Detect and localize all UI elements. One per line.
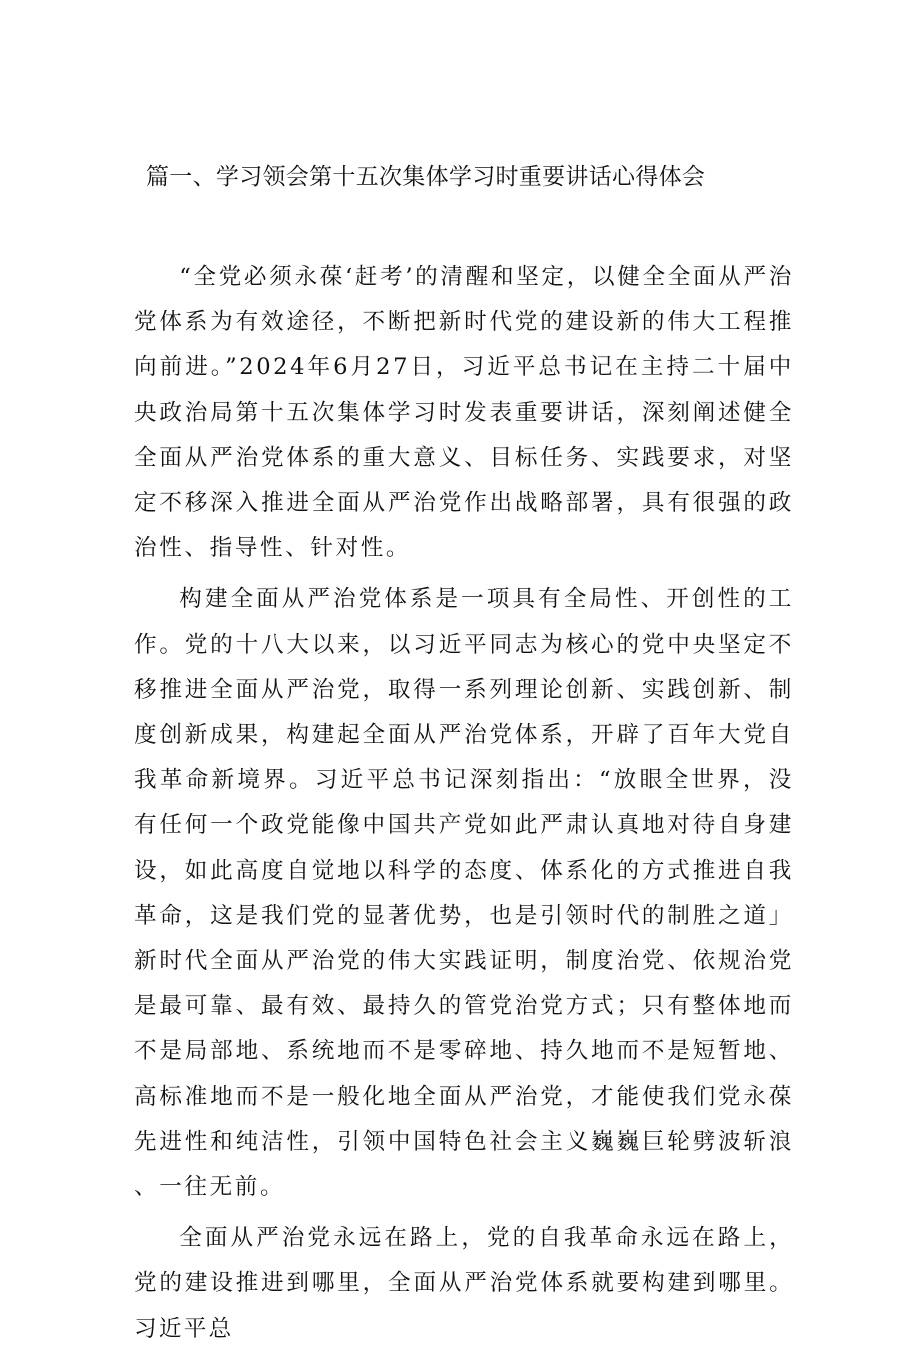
- paragraph-1: “全党必须永葆‘赶考’的清醒和坚定，以健全全面从严治党体系为有效途径，不断把新时代党的建设新的伟大工程推向前进。”2024年6月27日，习近平总书记在主持二十届中央政治局第十五次集体学习时发表重要讲话，深刻阐述健全全面从严治党体系的重大意义、目标任务、实践要求，对坚定不移深入推进全面从严治党作出战略部署，具有很强的政治性、指导性、针对性。: [134, 264, 794, 562]
- document-title: 篇一、学习领会第十五次集体学习时重要讲话心得体会: [146, 164, 706, 190]
- paragraph-2: 构建全面从严治党体系是一项具有全局性、开创性的工作。党的十八大以来，以习近平同志为核心的党中央坚定不移推进全面从严治党，取得一系列理论创新、实践创新、制度创新成果，构建起全面从严治党体系，开辟了百年大党自我革命新境界。习近平总书记深刻指出：“放眼全世界，没有任何一个政党能像中国共产党如此严肃认真地对待自身建设，如此高度自觉地以科学的态度、体系化的方式推进自我革命，这是我们党的显著优势，也是引领时代的制胜之道」新时代全面从严治党的伟大实践证明，制度治党、依规治党是最可靠、最有效、最持久的管党治党方式；只有整体地而不是局部地、系统地而不是零碎地、持久地而不是短暂地、高标准地而不是一般化地全面从严治党，才能使我们党永葆先进性和纯洁性，引领中国特色社会主义巍巍巨轮劈波斩浪、一往无前。: [134, 586, 794, 1201]
- paragraph-3: 全面从严治党永远在路上，党的自我革命永远在路上，党的建设推进到哪里，全面从严治党体系就要构建到哪里。习近平总: [134, 1225, 794, 1342]
- document-body: [134, 255, 794, 1358]
